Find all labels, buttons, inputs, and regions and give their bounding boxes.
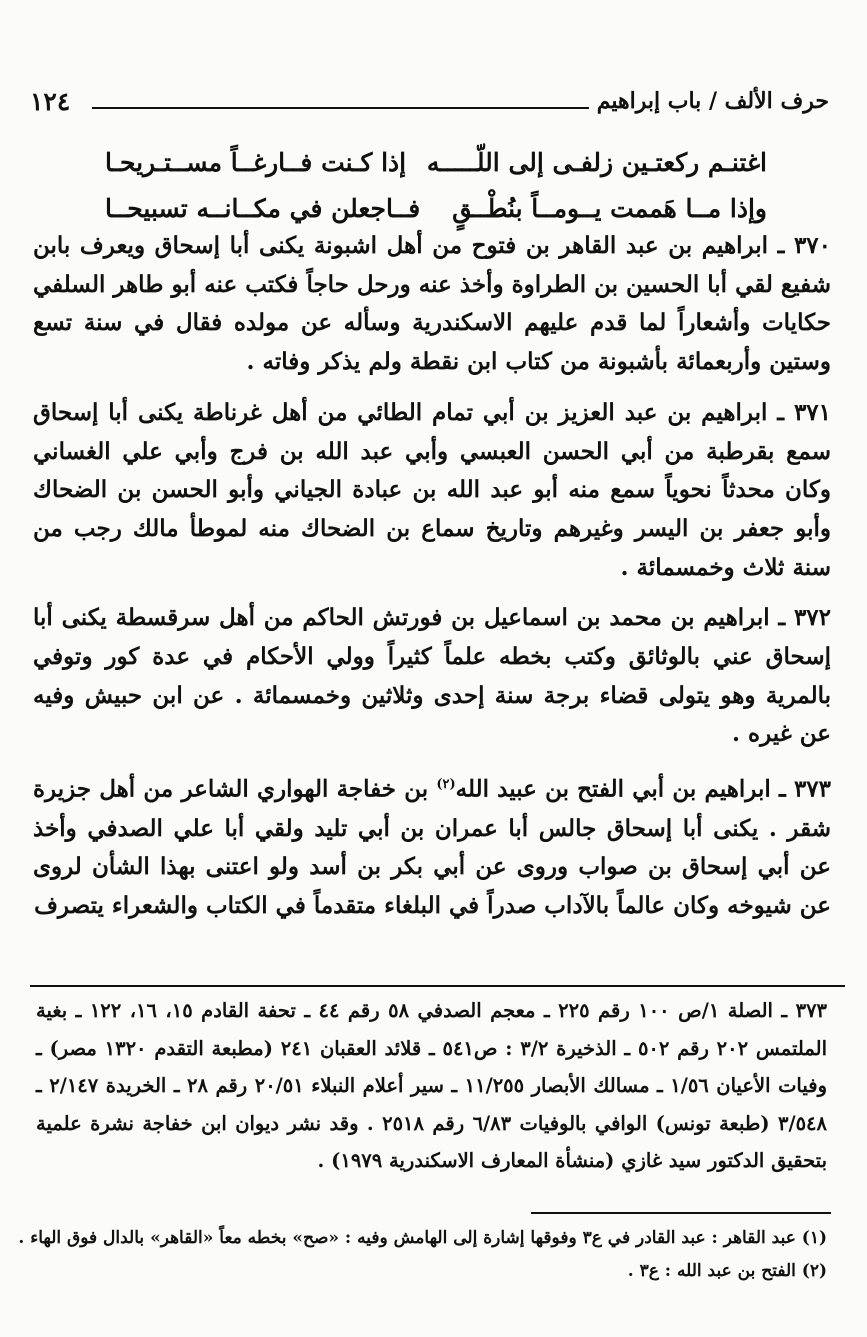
entry-370 [33,227,831,382]
verse-second-hemistich: إذا كـنت فــارغــاً مســتـريحـا [105,148,407,177]
footnote: (٢) الفتح بن عبد الله : ع٣ . [627,1261,827,1281]
entry-373 [33,766,831,925]
running-title: حرف الألف / باب إبراهيم [596,88,829,114]
references-separator [30,985,845,987]
verse-second-hemistich: فــاجعلن في مكــانــه تسبيحــا [105,194,421,223]
poem [105,140,767,232]
entry-text: ـ ابراهيم بن عبد القاهر بن فتوح من أهل اشبونة يكنى أبا إسحاق ويعرف بابن شفيع لقي أبا الحسين بن الطراوة وأخذ عنه ورحل حاجاً فكتب عنه أبو طاهر السلفي حكايات وأشعاراً لما قدم عليهم الاسكندرية وسأله عن مولده فقال في سنة تسع وستين وأربعمائة بأشبونة من كتاب ابن نقطة ولم يذكر وفاته . [33,232,831,376]
footnote-marker: (٢) [436,777,456,793]
footnote: (١) عبد القاهر : عبد القادر في ع٣ وفوقها إشارة إلى الهامش وفيه : «صح» بخطه معاً «القاهر» بالدال فوق الهاء . [18,1228,827,1248]
page-number: ١٢٤ [30,86,71,116]
entry-text: ـ ابراهيم بن أبي الفتح بن عبيد الله [455,775,786,803]
entry-number: ٣٧٢ [793,604,831,632]
entry-text: ـ ابراهيم بن عبد العزيز بن أبي تمام الطائي من أهل غرناطة يكنى أبا إسحاق سمع بقرطبة من أبي الحسن العبسي وأبي عبد الله بن فرج وأبي علي الغساني وكان محدثاً نحوياً سمع منه أبو عبد الله بن عبادة الجياني وأبو الحسن بن الضحاك وأبو جعفر بن اليسر وغيرهم وتاريخ سماع بن الضحاك منه لموطأ مالك رجب من سنة ثلاث وخمسمائة . [33,398,831,581]
footnotes-separator [531,1212,831,1214]
entry-372 [33,599,831,754]
entry-371 [33,394,831,588]
entry-number: ٣٧١ [793,398,831,426]
entry-number: ٣٧٠ [793,232,831,259]
footnotes [18,1222,827,1288]
verse-first-hemistich: وإذا مــا هَممت يــومــاً بنُطْــقٍ [452,194,767,223]
references: ٣٧٣ ـ الصلة ١/ص ١٠٠ رقم ٢٢٥ ـ معجم الصدفي ٥٨ رقم ٤٤ ـ تحفة القادم ١٥، ١٦، ١٢٢ ـ بغية الملتمس ٢٠٢ رقم ٥٠٢ ـ الذخيرة ٣/٢ : ص٥٤١ ـ قلائد العقبان ٢٤١ (مطبعة التقدم ١٣٢٠ مصر) ـ وفيات الأعيان ١/٥٦ ـ مسالك الأبصار ١١/٢٥٥ ـ سير أعلام النبلاء ٢٠/٥١ رقم ٢٨ ـ الخريدة ٢/١٤٧ ـ ٣/٥٤٨ (طبعة تونس) الوافي بالوفيات ٦/٨٣ رقم ٢٥١٨ . وقد نشر ديوان ابن خفاجة نشرة علمية بتحقيق الدكتور سيد غازي (منشأة المعارف الاسكندرية ١٩٧٩) . [36,999,828,1172]
main-text [33,227,831,938]
entry-text: ـ ابراهيم بن محمد بن اسماعيل بن فورتش الحاكم من أهل سرقسطة يكنى أبا إسحاق عني بالوثائق وكتب بخطه علماً كثيراً وولي الأحكام في عدة كور وتوفي بالمرية وهو يتولى قضاء برجة سنة إحدى وثلاثين وخمسمائة . عن ابن حبيش وفيه عن غيره . [33,604,831,748]
poem-verse [105,186,767,232]
page-header [30,84,829,118]
verse-first-hemistich: اغتنـم ركعتـين زلفـى إلى اللّـــــه [426,148,767,177]
header-rule [92,93,588,109]
entry-number: ٣٧٣ [793,775,831,803]
entry-text-continued: بن خفاجة الهواري الشاعر من أهل جزيرة شقر . يكنى أبا إسحاق جالس أبا عمران بن أبي تليد ولقي أبا علي الصدفي وأخذ عن أبي إسحاق بن صواب وروى عن أبي بكر بن أسد ولو اعتنى بهذا الشأن لروى عن شيوخه وكان عالماً بالآداب صدراً في البلغاء متقدماً في الكتاب والشعراء يتصرف [33,775,831,919]
poem-verse [105,140,767,186]
